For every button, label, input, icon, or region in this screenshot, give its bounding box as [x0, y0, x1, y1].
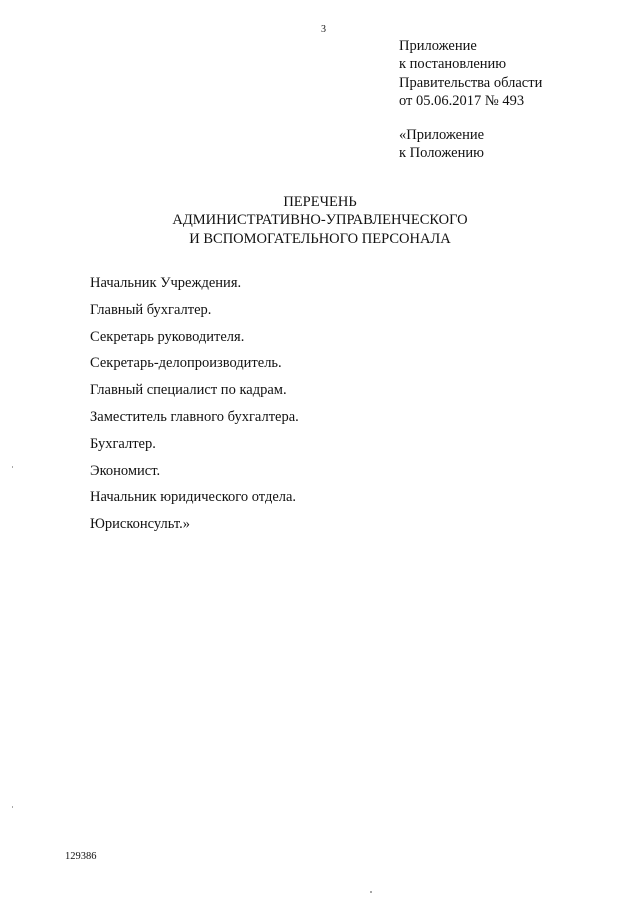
scan-speck [12, 806, 13, 808]
title-line: ПЕРЕЧЕНЬ [283, 194, 357, 210]
position-item: Начальник юридического отдела. [90, 489, 297, 506]
positions-list [90, 274, 299, 542]
sub-appendix-header [399, 126, 484, 163]
position-item: Секретарь-делопроизводитель. [90, 355, 282, 372]
position-item: Секретарь руководителя. [90, 328, 245, 345]
appendix-line: Правительства области [399, 74, 543, 91]
position-item: Юрисконсульт.» [90, 516, 190, 533]
sub-appendix-line: к Положению [399, 145, 484, 162]
sub-appendix-line: «Приложение [399, 127, 485, 143]
scan-speck [370, 891, 372, 893]
scan-speck [12, 466, 13, 468]
position-item: Экономист. [90, 462, 161, 479]
appendix-date-number: от 05.06.2017 № 493 [399, 93, 525, 110]
appendix-header [399, 37, 542, 111]
title-line: И ВСПОМОГАТЕЛЬНОГО ПЕРСОНАЛА [189, 230, 451, 247]
position-item: Главный специалист по кадрам. [90, 382, 287, 399]
appendix-line: к постановлению [399, 56, 507, 73]
page-number: 3 [321, 24, 326, 35]
document-title [0, 193, 640, 248]
position-item: Начальник Учреждения. [90, 275, 242, 291]
title-line: АДМИНИСТРАТИВНО-УПРАВЛЕНЧЕСКОГО [172, 212, 468, 229]
appendix-line: Приложение [399, 38, 477, 54]
position-item: Бухгалтер. [90, 435, 156, 452]
position-item: Заместитель главного бухгалтера. [90, 408, 299, 425]
document-code: 129386 [65, 851, 97, 862]
position-item: Главный бухгалтер. [90, 301, 212, 318]
